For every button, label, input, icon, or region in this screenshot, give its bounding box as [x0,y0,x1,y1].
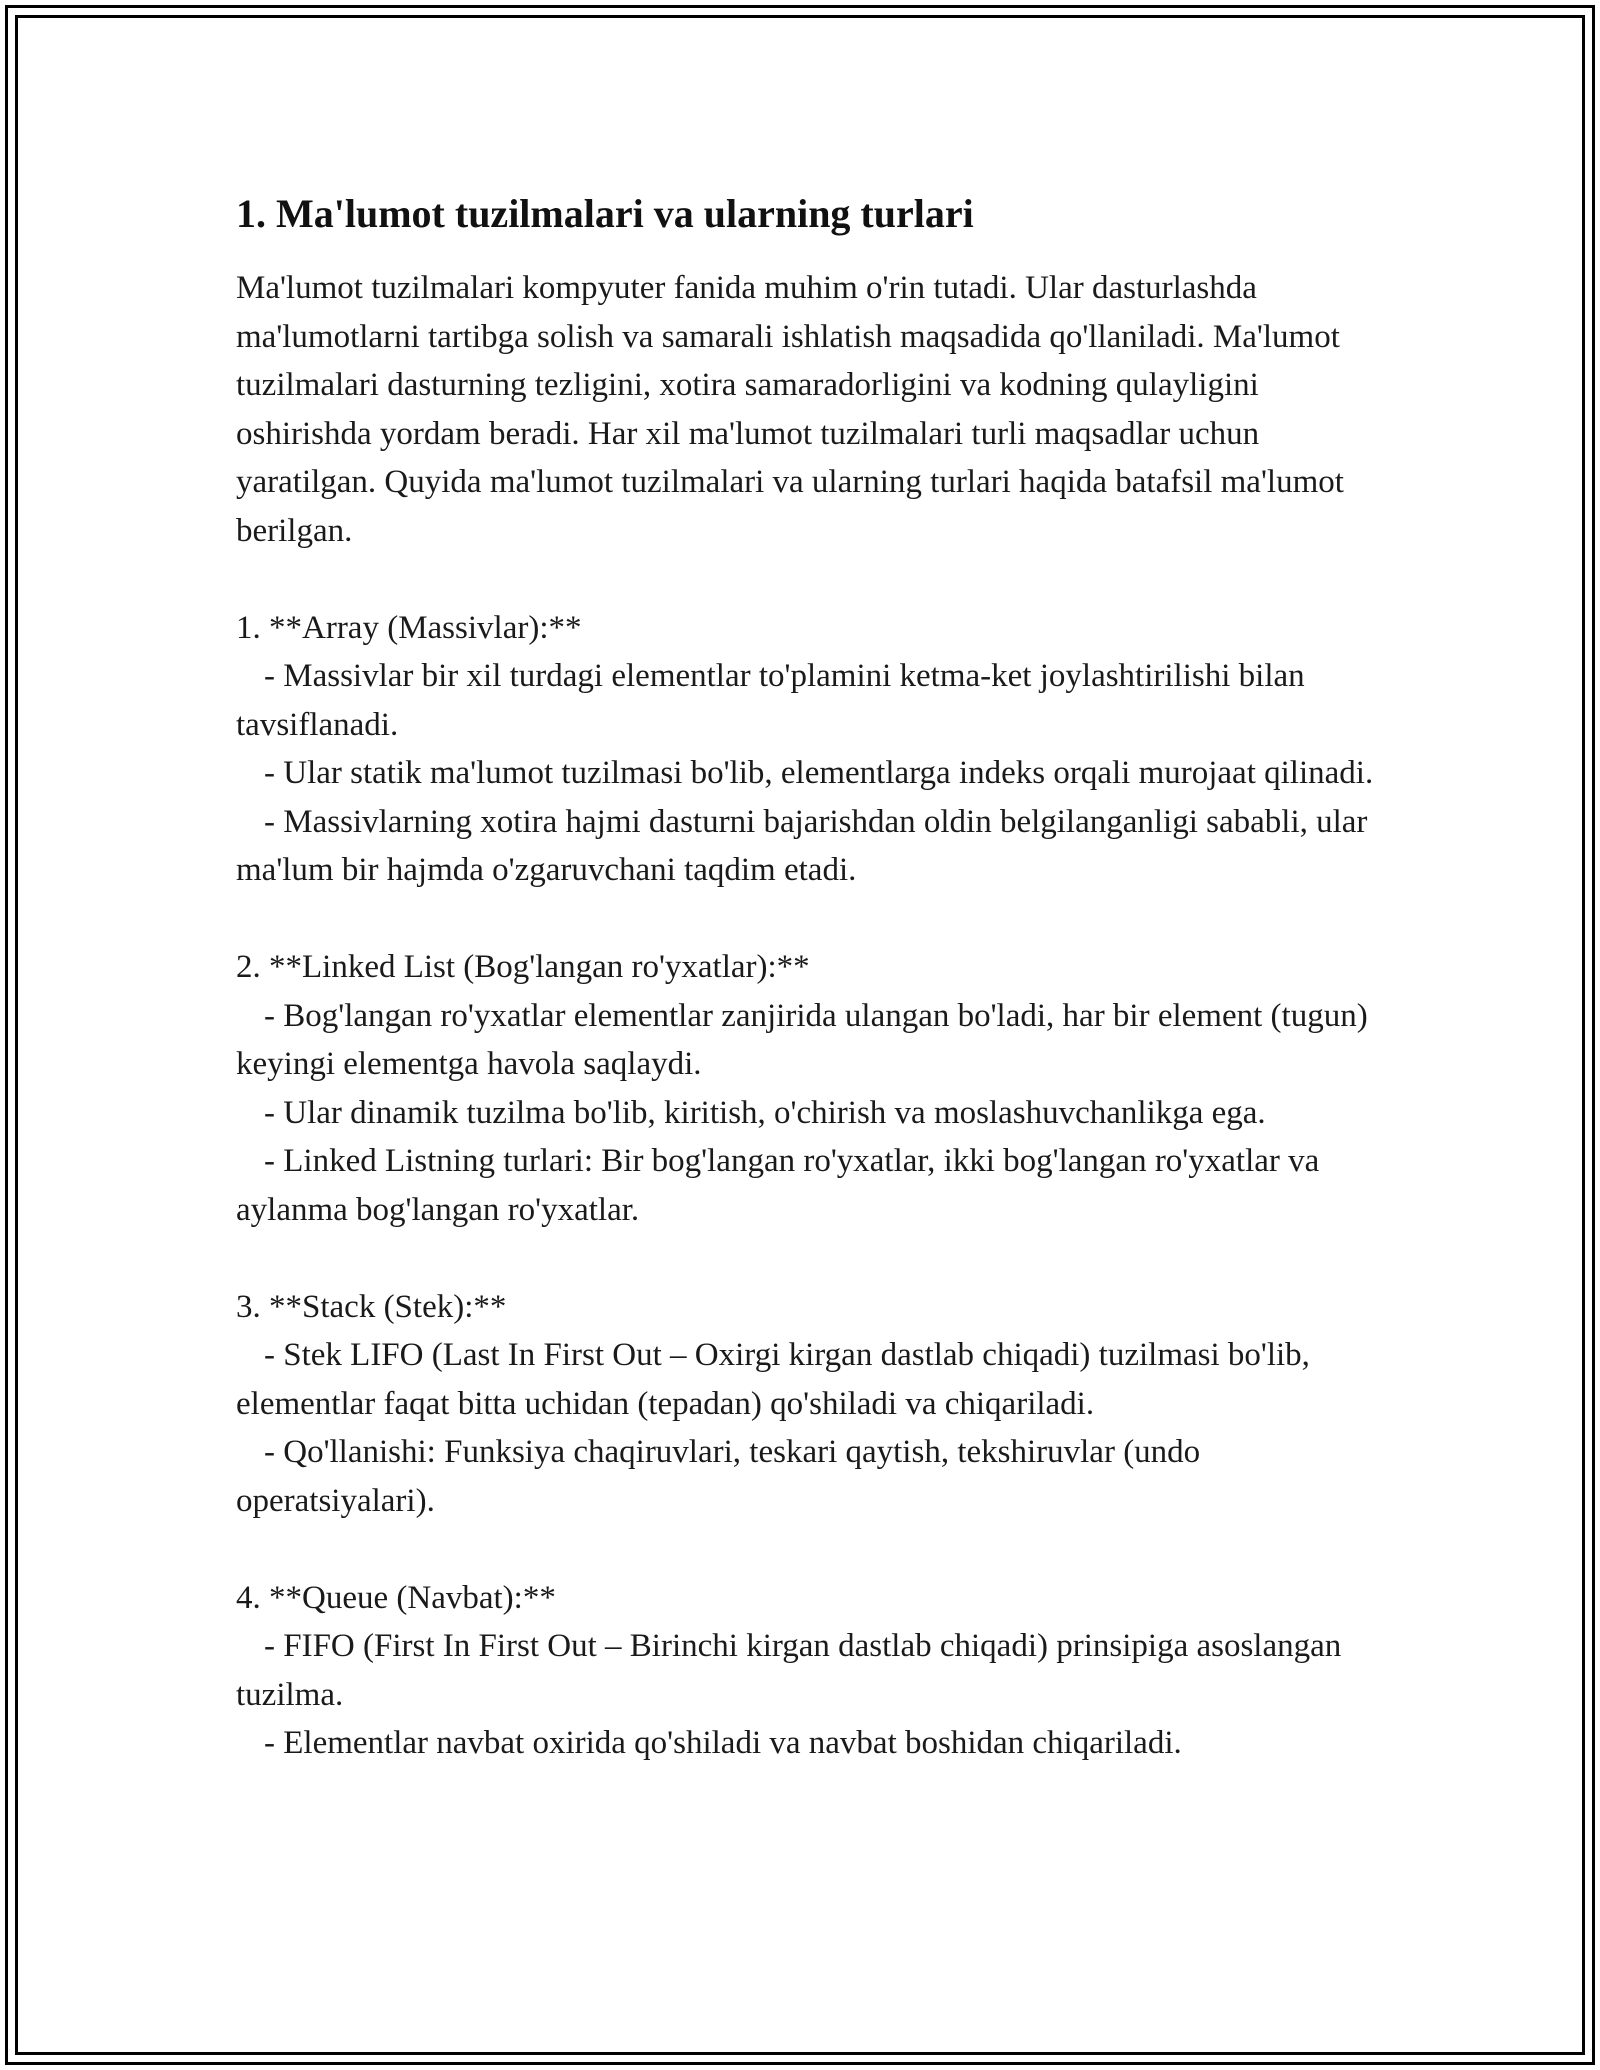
bullet-item: - Elementlar navbat oxirida qo'shiladi va navbat boshidan chiqariladi. [264,1725,1182,1761]
bullet-item: - Qo'llanishi: Funksiya chaqiruvlari, teskari qaytish, tekshiruvlar (undo operatsiyalari). [236,1434,1209,1519]
intro-paragraph: Ma'lumot tuzilmalari kompyuter fanida muhim o'rin tutadi. Ular dasturlashda ma'lumotlarni tartibga solish va samarali ishlatish maqsadida qo'llaniladi. Ma'lumot tuzilmalari dasturning tezligini, xotira samaradorligini va kodning qulayligini oshirishda yordam beradi. Har xil ma'lumot tuzilmalari turli maqsadlar uchun yaratilgan. Quyida ma'lumot tuzilmalari va ularning turlari haqida batafsil ma'lumot berilgan. [236,270,1353,549]
section-heading: 1. **Array (Massivlar):** [236,609,582,646]
section-heading: 3. **Stack (Stek):** [236,1288,507,1325]
section-queue [236,1574,1376,1768]
bullet-item: - Stek LIFO (Last In First Out – Oxirgi kirgan dastlab chiqadi) tuzilmasi bo'lib, elementlar faqat bitta uchidan (tepadan) qo'shiladi va chiqariladi. [236,1337,1319,1422]
document-title: 1. Ma'lumot tuzilmalari va ularning turlari [236,191,974,236]
document-body [236,186,1376,1768]
bullet-item: - FIFO (First In First Out – Birinchi kirgan dastlab chiqadi) prinsipiga asoslangan tuzilma. [236,1628,1350,1713]
section-stack [236,1283,1376,1526]
bullet-item: - Massivlarning xotira hajmi dasturni bajarishdan oldin belgilanganligi sababli, ular ma'lum bir hajmda o'zgaruvchani taqdim etadi. [236,803,1376,888]
section-heading: 2. **Linked List (Bog'langan ro'yxatlar):** [236,949,810,985]
section-array [236,604,1376,895]
section-heading: 4. **Queue (Navbat):** [236,1579,556,1616]
bullet-item: - Bog'langan ro'yxatlar elementlar zanjirida ulangan bo'ladi, har bir element (tugun) keyingi elementga havola saqlaydi. [236,997,1376,1082]
bullet-item: - Linked Listning turlari: Bir bog'langan ro'yxatlar, ikki bog'langan ro'yxatlar va aylanma bog'langan ro'yxatlar. [236,1143,1328,1228]
bullet-item: - Ular dinamik tuzilma bo'lib, kiritish, o'chirish va moslashuvchanlikga ega. [264,1094,1266,1131]
bullet-item: - Massivlar bir xil turdagi elementlar to'plamini ketma-ket joylashtirilishi bilan tavsiflanadi. [236,658,1313,743]
bullet-item: - Ular statik ma'lumot tuzilmasi bo'lib, elementlarga indeks orqali murojaat qilinadi. [264,755,1374,791]
section-linked-list [236,943,1376,1234]
